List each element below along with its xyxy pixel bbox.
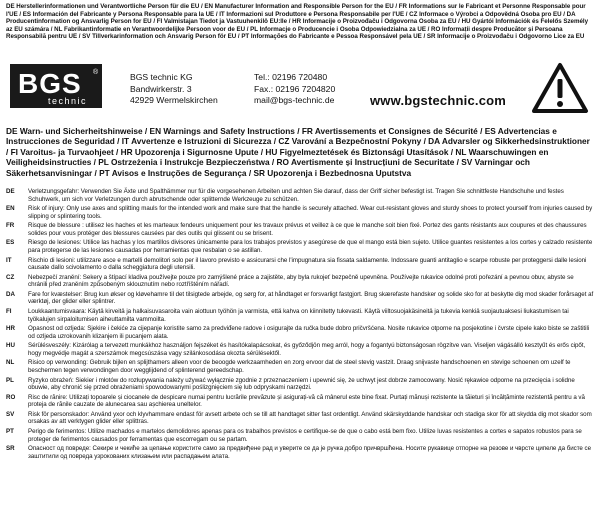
contact-email: mail@bgs-technic.de	[254, 95, 335, 105]
safety-text: Risk för personskador: Använd yxor och klyvhammare endast för avsett arbete och se till att handtaget sitter fast ordentligt. Använd skärskyddande handskar och stadiga skor för att skydda dig mot skador som orsakas av att verktygen glider eller splittras.	[28, 410, 592, 426]
language-code: RO	[6, 393, 16, 401]
language-code: FI	[6, 307, 12, 315]
warnings-heading: DE Warn- und Sicherheitshinweise / EN Warnings and Safety Instructions / FR Avertissements et Consignes de Sécurité / ES Advertencias e Instrucciones de Seguridad / IT Avvertenze e Istruzioni di Sicurezza / CZ Varování a Bezpečnostní Pokyny / DA Advarsler og Sikkerhedsinstruktioner / FI Varoitus- ja Turvaohjeet / HR Upozorenja i Sigurnosne Upute / HU Figyelmeztetések és Biztonsági Utasítások / NL Waarschuwingen en Veiligheidsinstructies / PL Ostrzeżenia i Instrukcje Bezpieczeństwa / RO Avertismente și Instrucțiuni de Securitate / SV Varningar och Säkerhetsanvisningar / PT Avisos e Instruções de Segurança / SR Upozorenja i Bezbednosna Uputstva	[6, 126, 590, 178]
safety-text: Sérülésveszély: Kizárólag a tervezett munkákhoz használjon fejszéket és hasítókalapácsokat, és győződjön meg arról, hogy a fogantyú biztonságosan rögzítve van. Viseljen vágásálló kesztyűt és erős cipőt, hogy megvédje magát a szerszámok megcsúszása vagy szilánkosodása okozta sérülésektől.	[28, 342, 586, 357]
contact-fax: Fax.: 02196 7204820	[254, 83, 336, 94]
logo-registered-mark: ®	[93, 69, 99, 76]
entry-it	[6, 257, 594, 272]
safety-text: Rischio di lesioni: utilizzare asce e martelli demolitori solo per il lavoro previsto e assicurarsi che l'impugnatura sia fissata saldamente. Indossare guanti antitaglio e scarpe robuste per proteggersi dalle lesioni causate dallo scivolamento o dalla scheggiatura degli utensili.	[28, 256, 587, 272]
entry-cz	[6, 274, 594, 289]
safety-text: Opasnost od ozljeda: Sjekire i čekiće za cijepanje koristite samo za predviđene radove i osigurajte da ručka bude dobro pričvršćena. Nosite rukavice otporne na posjekotine i čvrste cipele kako biste se zaštitili od ozljeda uzrokovanih klizanjem ili pucanjem alata.	[28, 325, 590, 340]
entry-hr	[6, 325, 594, 340]
entry-es	[6, 239, 594, 254]
warning-triangle-icon	[531, 62, 589, 114]
safety-text: Loukkaantumisvaara: Käytä kirveitä ja halkaisuvasaroita vain aiottuun työhön ja varmista, että kahva on kiinnitetty tukevasti. Käytä viiltosuojakäsineitä ja tukevia kenkiä suojautuaksesi liukastumisen tai työkalujen sirpaloitumisen aiheuttamilta vammoilta.	[28, 307, 569, 323]
bgs-logo	[10, 64, 102, 108]
entry-da	[6, 291, 594, 306]
safety-text: Fare for kvæstelser: Brug kun økser og kløvehamre til det tilsigtede arbejde, og sørg for, at håndtaget er forsvarligt fastgjort. Brug skærefaste handsker og solide sko for at beskytte dig mod skader forårsaget af værktøj, der glider eller splintrer.	[28, 290, 594, 306]
safety-text: Nebezpečí zranění: Sekery a štípací kladiva používejte pouze pro zamýšlené práce a zajistěte, aby byla rukojeť bezpečně upevněna. Používejte rukavice odolné proti pořezání a pevnou obuv, abyste se chránili před zraněním způsobeným sklouznutím nebo roztříštěním nářadí.	[28, 273, 574, 289]
safety-text: Riesgo de lesiones: Utilice las hachas y los martillos divisores únicamente para los trabajos previstos y asegúrese de que el mango está bien sujeto. Utilice guantes resistentes a los cortes y calzado resistente para protegerse de las lesiones causadas por herramientas que resbalan o se astillan.	[28, 239, 593, 254]
language-code: PL	[6, 376, 14, 384]
language-code: HR	[6, 325, 15, 333]
language-code: HU	[6, 342, 15, 350]
safety-text: Verletzungsgefahr: Verwenden Sie Äxte und Spalthämmer nur für die vorgesehenen Arbeiten und achten Sie darauf, dass der Griff sicher befestigt ist. Tragen Sie schnittfeste Handschuhe und festes Schuhwerk, um sich vor Verletzungen durch abrutschende oder splitternde Werkzeuge zu schützen.	[28, 188, 564, 203]
entry-hu	[6, 342, 594, 357]
entry-nl	[6, 359, 594, 374]
company-address	[130, 72, 218, 107]
manufacturer-info-heading: DE Herstellerinformationen und Verantwortliche Person für die EU / EN Manufacturer Information and Responsible Person for the EU / FR Informations sur le Fabricant et Personne Responsable pour l'UE / ES Información del Fabricante y Persona Responsable para la UE / IT Informazioni sul Produttore e Persona Responsabile per l'UE / CZ Informace o Výrobci a Odpovědná Osoba pro EU / DA Producentinformation og Ansvarlig Person for EU / FI Valmistajan Tiedot ja Vastuuhenkilö EU:lle / HR Informacije o Proizvođaču i Odgovorna Osoba za EU / HU Gyártói Információk és Felelős Személy az EU számára / NL Fabrikantinformatie en Verantwoordelijke Persoon voor de EU / PL Informacje o Producencie i Osoba Odpowiedzialna za UE / RO Informații despre Producător și Persoana Responsabilă pentru UE / SV Tillverkarinformation och Ansvarig Person för EU / PT Informações do Fabricante e Pessoa Responsável pela UE / SR Informacije o Proizvođaču i Odgovorno Lice za EU	[6, 3, 588, 41]
company-name: BGS technic KG	[130, 72, 193, 82]
language-code: SV	[6, 410, 15, 418]
language-code: CZ	[6, 273, 15, 281]
entry-de	[6, 188, 594, 203]
entry-fi	[6, 308, 594, 323]
entry-sv	[6, 411, 594, 426]
safety-text: Risico op verwonding: Gebruik bijlen en splijthamers alleen voor de beoogde werkzaamheden en zorg ervoor dat de steel stevig vastzit. Draag snijvaste handschoenen en stevige schoenen om uzelf te beschermen tegen verwondingen door wegglijdend of splinterend gereedschap.	[28, 359, 571, 374]
entry-sr	[6, 445, 594, 460]
entry-en	[6, 205, 594, 220]
safety-entries	[6, 188, 594, 462]
safety-text: Risque de blessure : utilisez les haches et les marteaux fendeurs uniquement pour les travaux prévus et veillez à ce que le manche soit bien fixé. Portez des gants résistants aux coupures et des chaussures solides pour vous protéger des blessures causées par des outils qui glissent ou se brisent.	[28, 222, 587, 237]
company-city: 42929 Wermelskirchen	[130, 95, 218, 105]
entry-pt	[6, 428, 594, 443]
company-street: Bandwirkerstr. 3	[130, 83, 192, 94]
entry-pl	[6, 377, 594, 392]
language-code: NL	[6, 359, 15, 367]
language-code: DE	[6, 188, 15, 195]
language-code: FR	[6, 222, 15, 230]
language-code: SR	[6, 445, 15, 453]
company-contact	[254, 72, 335, 107]
language-code: IT	[6, 256, 12, 264]
logo-subtext: technic	[48, 96, 88, 106]
language-code: ES	[6, 239, 15, 247]
safety-text: Ryzyko obrażeń: Siekier i młotów do rozłupywania należy używać wyłącznie zgodnie z przeznaczeniem i upewnić się, że uchwyt jest dobrze zamocowany. Nosić rękawice odporne na przecięcia i solidne obuwie, aby chronić się przed obrażeniami spowodowanymi poślizgnięciem się lub odpryskami narzędzi.	[28, 376, 575, 392]
language-code: DA	[6, 290, 15, 298]
safety-text: Опасност од повреде: Секире и чекиће за цепање користите само за предвиђене рад и уверите се да је ручка добро причвршћена. Носите рукавице отпорне на резове и чврсте ципеле да бисте се заштитили од повреда узрокованих клизањем или распадањем алата.	[28, 445, 592, 460]
website-url: www.bgstechnic.com	[370, 93, 507, 108]
language-code: PT	[6, 427, 14, 435]
contact-phone: Tel.: 02196 720480	[254, 72, 328, 82]
safety-text: Risc de rănire: Utilizați topoarele și ciocanele de despicare numai pentru lucrările prevăzute și asigurați-vă că mânerul este bine fixat. Purtați mănuși rezistente la tăieturi și încălțăminte rezistentă pentru a vă proteja de rănile cauzate de alunecarea sau așchierea uneltelor.	[28, 393, 585, 409]
entry-ro	[6, 394, 594, 409]
safety-text: Perigo de ferimentos: Utilize machados e martelos demolidores apenas para os trabalhos previstos e certifique-se de que o cabo está bem fixo. Utilize luvas resistentes a cortes e sapatos robustos para se proteger de ferimentos causados por ferramentas que escorregam ou se partam.	[28, 427, 582, 443]
language-code: EN	[6, 205, 15, 213]
entry-fr	[6, 222, 594, 237]
safety-text: Risk of injury: Only use axes and splitting mauls for the intended work and make sure that the handle is securely attached. Wear cut-resistant gloves and sturdy shoes to protect yourself from injuries caused by slipping or splintering tools.	[28, 205, 593, 220]
logo-text: BGS	[18, 68, 82, 99]
